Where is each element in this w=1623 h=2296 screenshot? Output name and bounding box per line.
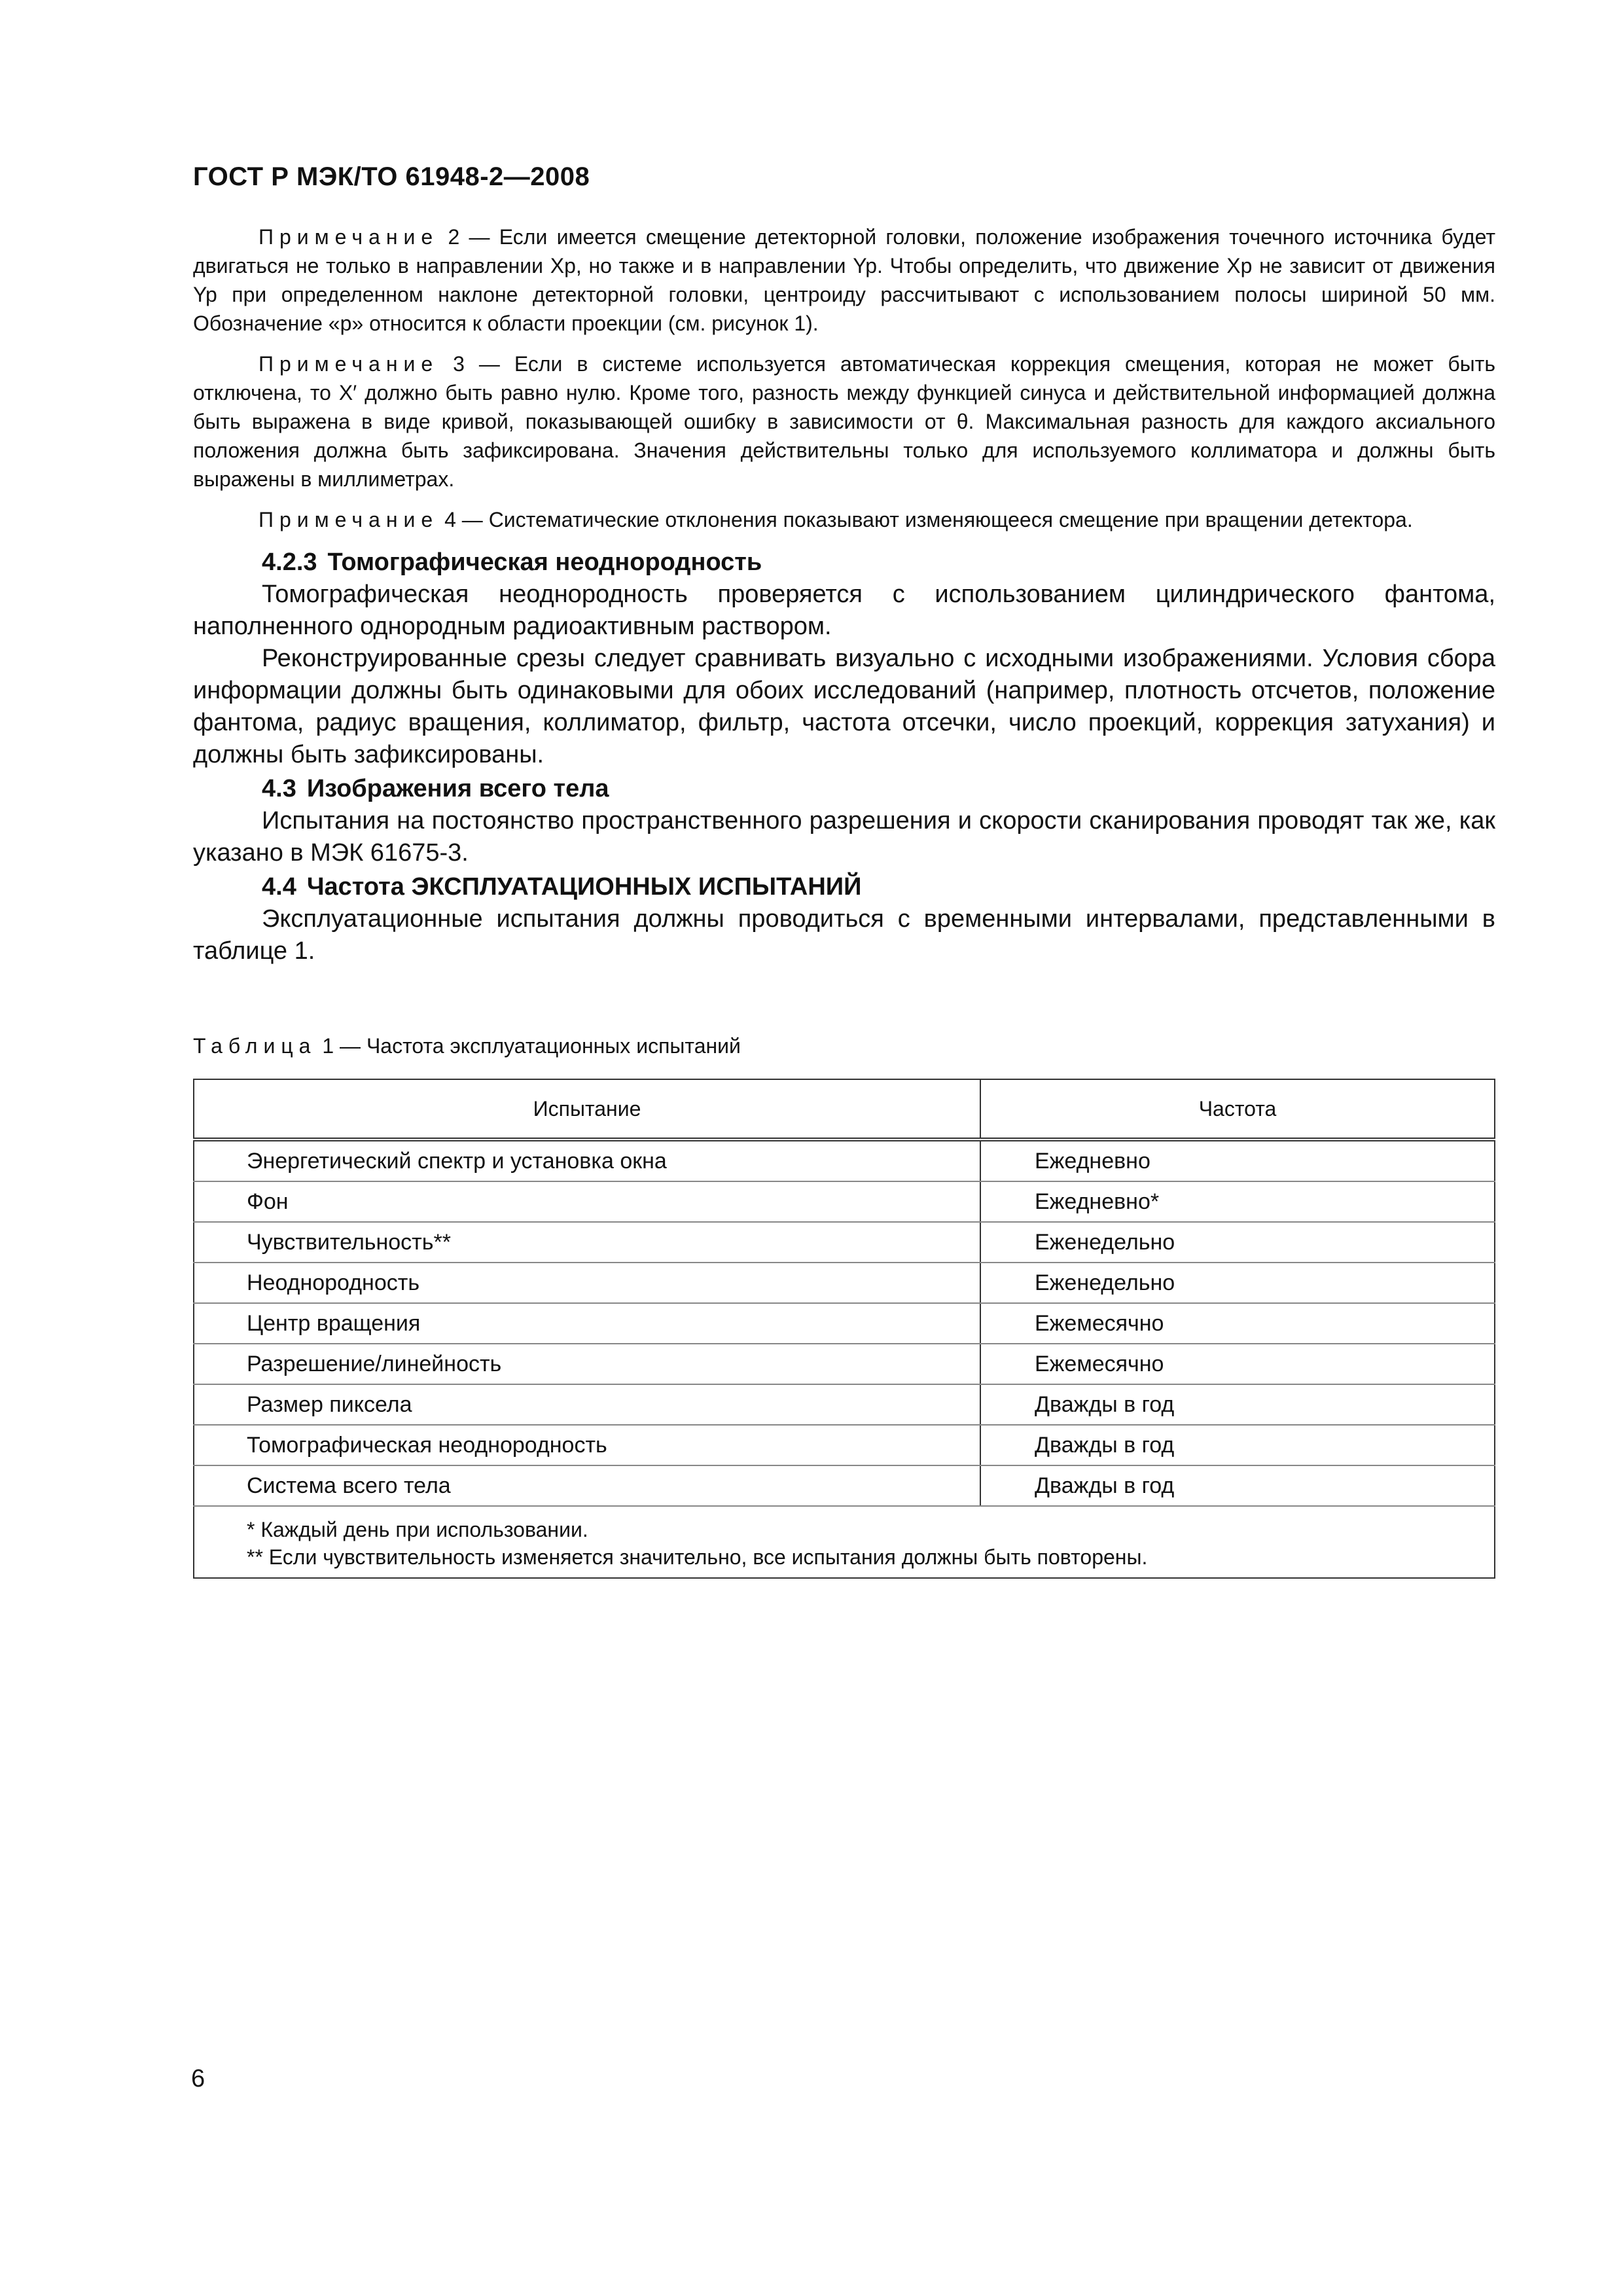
- note-2: Примечание 2 — Если имеется смещение детекторной головки, положение изображения точечного источника будет двигаться не только в направлении Xp, но также и в направлении Yp. Чтобы определить, что движение Xp не зависит от движения Yp при определенном наклоне детекторной головки, центроиду рассчитывают с использованием полосы шириной 50 мм. Обозначение «р» относится к области проекции (см. рисунок 1).: [193, 225, 1496, 335]
- note-4: Примечание 4 — Систематические отклонения показывают изменяющееся смещение при вращении детектора.: [259, 508, 1413, 531]
- table-row: [194, 1222, 1495, 1263]
- note-label: Примечание: [259, 352, 439, 376]
- table-row: [194, 1263, 1495, 1303]
- frequency-cell: Еженедельно: [980, 1222, 1495, 1263]
- note-number: 4: [444, 508, 456, 531]
- main-content: [193, 223, 1495, 967]
- note-text: Если в системе используется автоматическая коррекция смещения, которая не может быть отключена, то X′ должно быть равно нулю. Кроме того, разность между функцией синуса и действительной информацией должна быть выражена в виде кривой, показывающей ошибку в зависимости от θ. Максимальная разность для каждого аксиального положения должна быть зафиксирована. Значения действительны только для используемого коллиматора и должны быть выражены в миллиметрах.: [193, 352, 1495, 491]
- section-number: 4.2.3: [262, 548, 317, 576]
- table-row: [194, 1344, 1495, 1384]
- frequency-cell: Дважды в год: [980, 1384, 1495, 1425]
- paragraph: Эксплуатационные испытания должны проводиться с временными интервалами, представленными в таблице 1.: [193, 905, 1495, 965]
- test-cell: Фон: [194, 1181, 980, 1222]
- table-caption: [193, 1034, 741, 1058]
- test-cell: Энергетический спектр и установка окна: [194, 1139, 980, 1181]
- frequency-cell: Ежемесячно: [980, 1344, 1495, 1384]
- note-label: Примечание: [259, 508, 439, 531]
- table-caption-text: 1 — Частота эксплуатационных испытаний: [322, 1034, 741, 1058]
- test-cell: Разрешение/линейность: [194, 1344, 980, 1384]
- section-number: 4.3: [262, 775, 296, 802]
- test-cell: Чувствительность**: [194, 1222, 980, 1263]
- table-row: [194, 1181, 1495, 1222]
- note-number: 3: [453, 352, 465, 376]
- table-header-row: [194, 1079, 1495, 1139]
- paragraph: Томографическая неоднородность проверяется с использованием цилиндрического фантома, наполненного однородным радиоактивным раствором.: [193, 581, 1495, 640]
- frequency-cell: Ежемесячно: [980, 1303, 1495, 1344]
- frequency-cell: Ежедневно*: [980, 1181, 1495, 1222]
- column-header-frequency: Частота: [980, 1079, 1495, 1139]
- table-footnote-row: [194, 1506, 1495, 1578]
- document-header: ГОСТ Р МЭК/ТО 61948-2—2008: [193, 162, 590, 191]
- table-footnotes: [194, 1506, 1495, 1578]
- frequency-cell: Дважды в год: [980, 1425, 1495, 1465]
- table-row: [194, 1303, 1495, 1344]
- test-cell: Размер пиксела: [194, 1384, 980, 1425]
- section-heading-4-3: [193, 772, 1495, 805]
- test-cell: Центр вращения: [194, 1303, 980, 1344]
- note-label: Примечание: [259, 225, 439, 249]
- table-row: [194, 1384, 1495, 1425]
- section-heading-4-2-3: [193, 546, 1495, 579]
- section-title: Частота ЭКСПЛУАТАЦИОННЫХ ИСПЫТАНИЙ: [306, 873, 862, 901]
- test-cell: Неоднородность: [194, 1263, 980, 1303]
- frequency-cell: Дважды в год: [980, 1465, 1495, 1506]
- paragraph: Испытания на постоянство пространственного разрешения и скорости сканирования проводят так же, как указано в МЭК 61675-3.: [193, 807, 1495, 867]
- note-3: Примечание 3 — Если в системе используется автоматическая коррекция смещения, которая не может быть отключена, то X′ должно быть равно нулю. Кроме того, разность между функцией синуса и действительной информацией должна быть выражена в виде кривой, показывающей ошибку в зависимости от θ. Максимальная разность для каждого аксиального положения должна быть зафиксирована. Значения действительны только для используемого коллиматора и должны быть выражены в миллиметрах.: [193, 352, 1495, 491]
- note-text: Систематические отклонения показывают изменяющееся смещение при вращении детектора.: [488, 508, 1413, 531]
- table-row: [194, 1465, 1495, 1506]
- frequency-cell: Ежедневно: [980, 1139, 1495, 1181]
- table-label: Таблица: [193, 1034, 317, 1058]
- section-title: Томографическая неоднородность: [327, 548, 762, 576]
- frequency-cell: Еженедельно: [980, 1263, 1495, 1303]
- table-row: [194, 1139, 1495, 1181]
- note-number: 2: [448, 225, 460, 249]
- paragraph: Реконструированные срезы следует сравнивать визуально с исходными изображениями. Условия сбора информации должны быть одинаковыми для обоих исследований (например, плотность отсчетов, положение фантома, радиус вращения, коллиматор, фильтр, частота отсечки, число проекций, коррекция затухания) и должны быть зафиксированы.: [193, 645, 1495, 768]
- note-text: Если имеется смещение детекторной головки, положение изображения точечного источника будет двигаться не только в направлении Xp, но также и в направлении Yp. Чтобы определить, что движение Xp не зависит от движения Yp при определенном наклоне детекторной головки, центроиду рассчитывают с использованием полосы шириной 50 мм. Обозначение «р» относится к области проекции (см. рисунок 1).: [193, 225, 1496, 335]
- frequency-table: [193, 1079, 1495, 1579]
- footnote: ** Если чувствительность изменяется значительно, все испытания должны быть повторены.: [247, 1545, 1148, 1569]
- section-title: Изображения всего тела: [306, 775, 609, 802]
- table-row: [194, 1425, 1495, 1465]
- section-number: 4.4: [262, 873, 296, 901]
- section-heading-4-4: [193, 870, 1495, 903]
- column-header-test: Испытание: [194, 1079, 980, 1139]
- test-cell: Система всего тела: [194, 1465, 980, 1506]
- page-number: 6: [191, 2065, 205, 2092]
- test-cell: Томографическая неоднородность: [194, 1425, 980, 1465]
- footnote: * Каждый день при использовании.: [247, 1518, 588, 1541]
